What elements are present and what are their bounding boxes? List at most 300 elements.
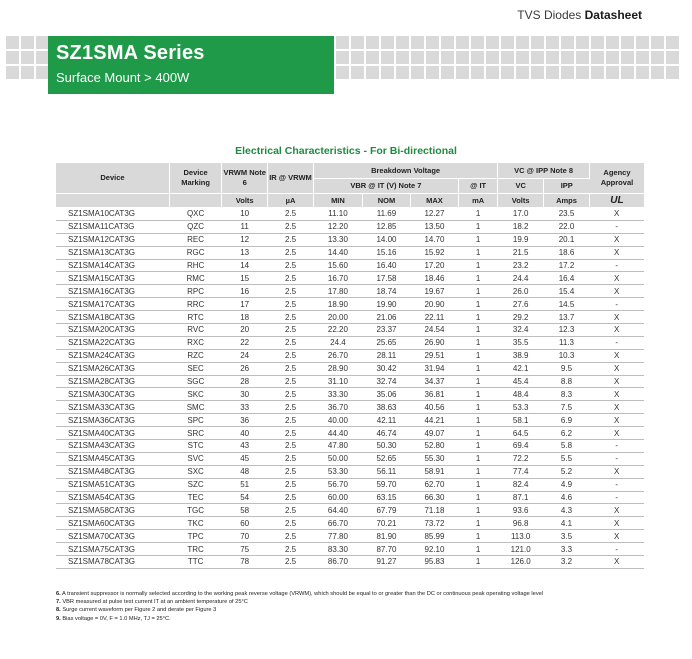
footnote-number: 9. — [56, 615, 61, 622]
cell-ipp: 20.1 — [544, 233, 590, 246]
decorative-square — [516, 66, 529, 79]
cell-marking: TPC — [169, 530, 221, 543]
cell-vrwm: 26 — [222, 362, 268, 375]
decorative-square — [531, 36, 544, 49]
decorative-square — [561, 36, 574, 49]
decorative-square — [366, 66, 379, 79]
cell-agency: X — [589, 388, 644, 401]
unit-vc: Volts — [498, 194, 544, 208]
cell-device: SZ1SMA11CAT3G — [56, 220, 169, 233]
cell-vrwm: 12 — [222, 233, 268, 246]
decorative-square — [501, 36, 514, 49]
decorative-square — [471, 66, 484, 79]
footnote — [56, 590, 636, 598]
decorative-square — [591, 36, 604, 49]
electrical-characteristics-table — [56, 163, 644, 569]
decorative-square — [651, 66, 664, 79]
cell-nom: 19.90 — [362, 298, 410, 311]
cell-vrwm: 20 — [222, 324, 268, 337]
cell-marking: RZC — [169, 349, 221, 362]
cell-vrwm: 54 — [222, 491, 268, 504]
cell-device: SZ1SMA12CAT3G — [56, 233, 169, 246]
decorative-square — [441, 66, 454, 79]
decorative-square — [336, 51, 349, 64]
cell-vrwm: 70 — [222, 530, 268, 543]
cell-vc: 77.4 — [498, 465, 544, 478]
cell-device: SZ1SMA75CAT3G — [56, 543, 169, 556]
cell-ipp: 3.5 — [544, 530, 590, 543]
cell-max: 14.70 — [410, 233, 458, 246]
cell-it: 1 — [458, 362, 497, 375]
footnote — [56, 615, 636, 623]
cell-min: 12.20 — [313, 220, 362, 233]
cell-ipp: 9.5 — [544, 362, 590, 375]
decorative-square — [531, 51, 544, 64]
unit-min: MIN — [313, 194, 362, 208]
cell-it: 1 — [458, 311, 497, 324]
cell-nom: 50.30 — [362, 440, 410, 453]
cell-marking: TRC — [169, 543, 221, 556]
cell-min: 56.70 — [313, 478, 362, 491]
cell-device: SZ1SMA22CAT3G — [56, 336, 169, 349]
cell-ir: 2.5 — [268, 504, 314, 517]
unit-nom: NOM — [362, 194, 410, 208]
table-row — [56, 504, 644, 517]
cell-marking: RPC — [169, 285, 221, 298]
cell-ipp: 5.5 — [544, 452, 590, 465]
cell-ir: 2.5 — [268, 375, 314, 388]
cell-ipp: 3.3 — [544, 543, 590, 556]
cell-min: 86.70 — [313, 556, 362, 569]
col-header-vc-ipp: VC @ IPP Note 8 — [498, 163, 590, 179]
cell-it: 1 — [458, 220, 497, 233]
cell-ir: 2.5 — [268, 336, 314, 349]
cell-min: 50.00 — [313, 452, 362, 465]
cell-ipp: 15.4 — [544, 285, 590, 298]
table-row — [56, 427, 644, 440]
cell-marking: SRC — [169, 427, 221, 440]
col-header-vbr: VBR @ IT (V) Note 7 — [313, 179, 458, 194]
cell-marking: TEC — [169, 491, 221, 504]
cell-vrwm: 10 — [222, 208, 268, 221]
cell-device: SZ1SMA24CAT3G — [56, 349, 169, 362]
decorative-square — [546, 51, 559, 64]
cell-max: 58.91 — [410, 465, 458, 478]
cell-ipp: 4.1 — [544, 517, 590, 530]
series-subtitle: Surface Mount > 400W — [56, 70, 190, 85]
cell-vc: 58.1 — [498, 414, 544, 427]
cell-ipp: 7.5 — [544, 401, 590, 414]
cell-agency: X — [589, 401, 644, 414]
decorative-square — [426, 51, 439, 64]
footnote — [56, 606, 636, 614]
cell-min: 53.30 — [313, 465, 362, 478]
table-row — [56, 414, 644, 427]
cell-agency: X — [589, 427, 644, 440]
cell-max: 29.51 — [410, 349, 458, 362]
decorative-square — [636, 51, 649, 64]
cell-agency: X — [589, 465, 644, 478]
cell-vrwm: 17 — [222, 298, 268, 311]
cell-ir: 2.5 — [268, 311, 314, 324]
decorative-square — [441, 51, 454, 64]
cell-ipp: 22.0 — [544, 220, 590, 233]
cell-min: 28.90 — [313, 362, 362, 375]
cell-marking: RGC — [169, 246, 221, 259]
cell-marking: SZC — [169, 478, 221, 491]
cell-it: 1 — [458, 388, 497, 401]
decorative-square — [486, 51, 499, 64]
decorative-square — [576, 36, 589, 49]
cell-nom: 12.85 — [362, 220, 410, 233]
decorative-square — [396, 51, 409, 64]
col-header-vrwm: VRWM Note 6 — [222, 163, 268, 194]
cell-nom: 21.06 — [362, 311, 410, 324]
cell-min: 17.80 — [313, 285, 362, 298]
decorative-square — [351, 51, 364, 64]
footnote-text: Bias voltage = 0V, F = 1.0 MHz, TJ = 25°C. — [62, 615, 171, 622]
table-row — [56, 401, 644, 414]
cell-agency: X — [589, 556, 644, 569]
cell-max: 36.81 — [410, 388, 458, 401]
decorative-square — [516, 51, 529, 64]
cell-ir: 2.5 — [268, 543, 314, 556]
cell-vc: 26.0 — [498, 285, 544, 298]
cell-max: 22.11 — [410, 311, 458, 324]
cell-agency: - — [589, 440, 644, 453]
decorative-square — [6, 36, 19, 49]
decorative-square — [351, 36, 364, 49]
decorative-square — [471, 51, 484, 64]
cell-vc: 18.2 — [498, 220, 544, 233]
cell-it: 1 — [458, 556, 497, 569]
cell-ir: 2.5 — [268, 401, 314, 414]
table-row — [56, 452, 644, 465]
table-row — [56, 336, 644, 349]
cell-vc: 53.3 — [498, 401, 544, 414]
cell-vrwm: 18 — [222, 311, 268, 324]
cell-max: 15.92 — [410, 246, 458, 259]
cell-marking: RMC — [169, 272, 221, 285]
cell-device: SZ1SMA36CAT3G — [56, 414, 169, 427]
decorative-square — [456, 36, 469, 49]
cell-marking: QZC — [169, 220, 221, 233]
cell-min: 15.60 — [313, 259, 362, 272]
decorative-square — [606, 66, 619, 79]
col-header-marking: Device Marking — [169, 163, 221, 194]
cell-nom: 28.11 — [362, 349, 410, 362]
cell-max: 31.94 — [410, 362, 458, 375]
cell-it: 1 — [458, 440, 497, 453]
table-row — [56, 375, 644, 388]
cell-marking: TGC — [169, 504, 221, 517]
cell-vrwm: 78 — [222, 556, 268, 569]
cell-max: 19.67 — [410, 285, 458, 298]
cell-ir: 2.5 — [268, 272, 314, 285]
decorative-square — [411, 66, 424, 79]
cell-nom: 52.65 — [362, 452, 410, 465]
cell-vc: 19.9 — [498, 233, 544, 246]
cell-marking: RVC — [169, 324, 221, 337]
cell-nom: 63.15 — [362, 491, 410, 504]
cell-max: 13.50 — [410, 220, 458, 233]
table-row — [56, 440, 644, 453]
cell-marking: RHC — [169, 259, 221, 272]
decorative-square — [456, 66, 469, 79]
cell-vrwm: 75 — [222, 543, 268, 556]
cell-device: SZ1SMA10CAT3G — [56, 208, 169, 221]
cell-max: 52.80 — [410, 440, 458, 453]
cell-nom: 46.74 — [362, 427, 410, 440]
cell-vrwm: 43 — [222, 440, 268, 453]
cell-ipp: 8.3 — [544, 388, 590, 401]
cell-min: 13.30 — [313, 233, 362, 246]
cell-vrwm: 51 — [222, 478, 268, 491]
table-row — [56, 311, 644, 324]
unit-ir: µA — [268, 194, 314, 208]
cell-ir: 2.5 — [268, 452, 314, 465]
unit-max: MAX — [410, 194, 458, 208]
cell-nom: 38.63 — [362, 401, 410, 414]
cell-agency: X — [589, 311, 644, 324]
series-title: SZ1SMA Series — [56, 42, 205, 64]
cell-ir: 2.5 — [268, 362, 314, 375]
cell-ir: 2.5 — [268, 517, 314, 530]
cell-vrwm: 14 — [222, 259, 268, 272]
cell-agency: - — [589, 478, 644, 491]
cell-marking: SMC — [169, 401, 221, 414]
decorative-square — [381, 66, 394, 79]
cell-vc: 72.2 — [498, 452, 544, 465]
cell-ir: 2.5 — [268, 324, 314, 337]
cell-ipp: 8.8 — [544, 375, 590, 388]
cell-vrwm: 40 — [222, 427, 268, 440]
cell-min: 22.20 — [313, 324, 362, 337]
cell-marking: SXC — [169, 465, 221, 478]
cell-device: SZ1SMA78CAT3G — [56, 556, 169, 569]
decorative-square — [636, 66, 649, 79]
cell-ir: 2.5 — [268, 208, 314, 221]
cell-min: 83.30 — [313, 543, 362, 556]
decorative-square — [366, 51, 379, 64]
cell-max: 73.72 — [410, 517, 458, 530]
cell-device: SZ1SMA30CAT3G — [56, 388, 169, 401]
cell-agency: - — [589, 543, 644, 556]
decorative-square — [426, 36, 439, 49]
cell-vrwm: 16 — [222, 285, 268, 298]
cell-nom: 23.37 — [362, 324, 410, 337]
cell-device: SZ1SMA14CAT3G — [56, 259, 169, 272]
cell-agency: X — [589, 324, 644, 337]
cell-device: SZ1SMA26CAT3G — [56, 362, 169, 375]
cell-it: 1 — [458, 452, 497, 465]
cell-nom: 70.21 — [362, 517, 410, 530]
cell-it: 1 — [458, 517, 497, 530]
cell-ir: 2.5 — [268, 246, 314, 259]
cell-ipp: 16.4 — [544, 272, 590, 285]
cell-agency: X — [589, 349, 644, 362]
cell-vrwm: 60 — [222, 517, 268, 530]
col-header-ir: IR @ VRWM — [268, 163, 314, 194]
cell-min: 11.10 — [313, 208, 362, 221]
cell-vc: 121.0 — [498, 543, 544, 556]
unit-device — [56, 194, 169, 208]
cell-vc: 35.5 — [498, 336, 544, 349]
cell-marking: SPC — [169, 414, 221, 427]
col-header-it: @ IT — [458, 179, 497, 194]
cell-it: 1 — [458, 401, 497, 414]
cell-vrwm: 48 — [222, 465, 268, 478]
cell-vc: 42.1 — [498, 362, 544, 375]
table-row — [56, 478, 644, 491]
cell-it: 1 — [458, 375, 497, 388]
decorative-square — [591, 51, 604, 64]
cell-vc: 32.4 — [498, 324, 544, 337]
decorative-square — [621, 36, 634, 49]
cell-vrwm: 45 — [222, 452, 268, 465]
cell-agency: X — [589, 272, 644, 285]
footnote-number: 6. — [56, 591, 61, 597]
cell-it: 1 — [458, 324, 497, 337]
cell-agency: - — [589, 452, 644, 465]
decorative-square — [366, 36, 379, 49]
footnote-number: 7. — [56, 599, 61, 606]
cell-ir: 2.5 — [268, 298, 314, 311]
ul-icon: UL — [589, 194, 644, 208]
cell-ir: 2.5 — [268, 478, 314, 491]
cell-max: 92.10 — [410, 543, 458, 556]
cell-ipp: 14.5 — [544, 298, 590, 311]
cell-max: 85.99 — [410, 530, 458, 543]
cell-vc: 69.4 — [498, 440, 544, 453]
cell-it: 1 — [458, 530, 497, 543]
cell-device: SZ1SMA17CAT3G — [56, 298, 169, 311]
cell-ipp: 6.2 — [544, 427, 590, 440]
cell-ipp: 4.6 — [544, 491, 590, 504]
decorative-square — [351, 66, 364, 79]
cell-min: 16.70 — [313, 272, 362, 285]
unit-vrwm: Volts — [222, 194, 268, 208]
cell-min: 77.80 — [313, 530, 362, 543]
cell-ir: 2.5 — [268, 530, 314, 543]
unit-ipp: Amps — [544, 194, 590, 208]
footnotes — [56, 590, 636, 623]
cell-min: 14.40 — [313, 246, 362, 259]
cell-agency: - — [589, 336, 644, 349]
cell-max: 66.30 — [410, 491, 458, 504]
cell-max: 62.70 — [410, 478, 458, 491]
cell-vc: 113.0 — [498, 530, 544, 543]
cell-vrwm: 15 — [222, 272, 268, 285]
cell-ipp: 5.2 — [544, 465, 590, 478]
table-row — [56, 465, 644, 478]
cell-vc: 27.6 — [498, 298, 544, 311]
cell-nom: 11.69 — [362, 208, 410, 221]
cell-agency: X — [589, 414, 644, 427]
decorative-square — [546, 66, 559, 79]
cell-ir: 2.5 — [268, 491, 314, 504]
table-row — [56, 491, 644, 504]
cell-max: 17.20 — [410, 259, 458, 272]
cell-device: SZ1SMA51CAT3G — [56, 478, 169, 491]
cell-vc: 93.6 — [498, 504, 544, 517]
decorative-square — [666, 36, 679, 49]
col-header-ipp-sub: IPP — [544, 179, 590, 194]
cell-device: SZ1SMA13CAT3G — [56, 246, 169, 259]
cell-agency: X — [589, 208, 644, 221]
cell-max: 12.27 — [410, 208, 458, 221]
cell-ir: 2.5 — [268, 285, 314, 298]
cell-it: 1 — [458, 208, 497, 221]
cell-nom: 67.79 — [362, 504, 410, 517]
cell-it: 1 — [458, 478, 497, 491]
decorative-square — [21, 36, 34, 49]
decorative-square — [6, 66, 19, 79]
table-row — [56, 208, 644, 221]
cell-it: 1 — [458, 504, 497, 517]
cell-nom: 32.74 — [362, 375, 410, 388]
decorative-square — [381, 36, 394, 49]
cell-vrwm: 11 — [222, 220, 268, 233]
cell-vc: 24.4 — [498, 272, 544, 285]
table-row — [56, 530, 644, 543]
decorative-square — [666, 66, 679, 79]
cell-it: 1 — [458, 285, 497, 298]
col-header-vc-sub: VC — [498, 179, 544, 194]
table-row — [56, 324, 644, 337]
decorative-square — [336, 66, 349, 79]
cell-ir: 2.5 — [268, 414, 314, 427]
cell-max: 20.90 — [410, 298, 458, 311]
cell-min: 20.00 — [313, 311, 362, 324]
cell-device: SZ1SMA18CAT3G — [56, 311, 169, 324]
cell-it: 1 — [458, 298, 497, 311]
cell-ipp: 18.6 — [544, 246, 590, 259]
cell-min: 40.00 — [313, 414, 362, 427]
cell-ir: 2.5 — [268, 465, 314, 478]
cell-it: 1 — [458, 349, 497, 362]
cell-max: 95.83 — [410, 556, 458, 569]
cell-agency: - — [589, 259, 644, 272]
cell-agency: X — [589, 517, 644, 530]
decorative-square — [561, 51, 574, 64]
cell-device: SZ1SMA48CAT3G — [56, 465, 169, 478]
cell-min: 31.10 — [313, 375, 362, 388]
decorative-square — [381, 51, 394, 64]
cell-ipp: 10.3 — [544, 349, 590, 362]
cell-nom: 18.74 — [362, 285, 410, 298]
table-row — [56, 543, 644, 556]
cell-nom: 16.40 — [362, 259, 410, 272]
cell-vc: 126.0 — [498, 556, 544, 569]
cell-min: 36.70 — [313, 401, 362, 414]
cell-vc: 96.8 — [498, 517, 544, 530]
decorative-square — [441, 36, 454, 49]
cell-marking: SVC — [169, 452, 221, 465]
cell-ir: 2.5 — [268, 556, 314, 569]
cell-nom: 17.58 — [362, 272, 410, 285]
unit-marking — [169, 194, 221, 208]
footnote-text: A transient suppressor is normally selected according to the working peak reverse voltage (VRWM), which should be equal to or greater than the DC or continuous peak operating voltage level — [62, 591, 544, 597]
cell-nom: 87.70 — [362, 543, 410, 556]
cell-nom: 81.90 — [362, 530, 410, 543]
cell-agency: - — [589, 491, 644, 504]
decorative-square — [456, 51, 469, 64]
table-row — [56, 220, 644, 233]
cell-agency: - — [589, 298, 644, 311]
cell-ipp: 12.3 — [544, 324, 590, 337]
cell-marking: QXC — [169, 208, 221, 221]
